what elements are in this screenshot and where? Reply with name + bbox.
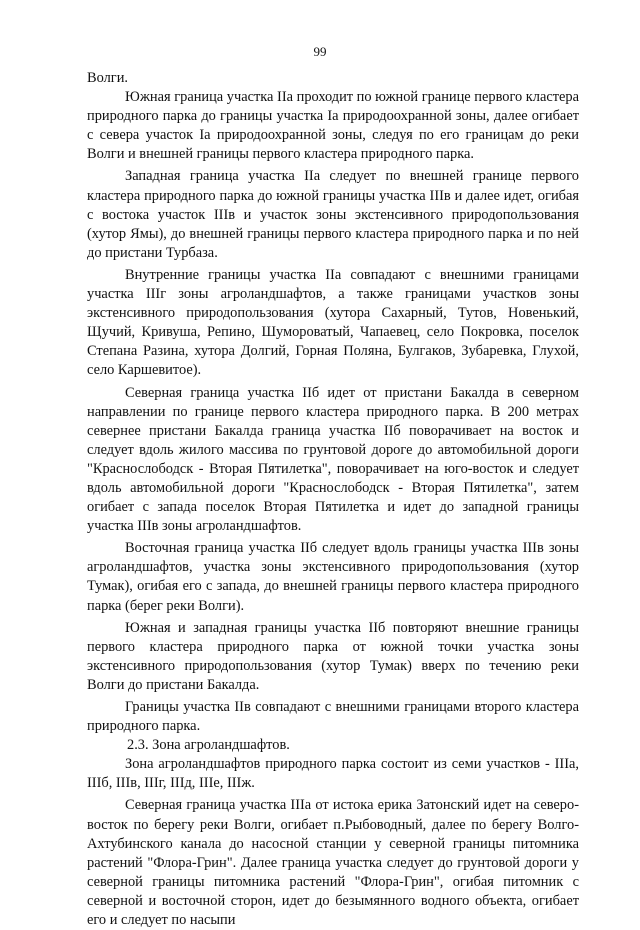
paragraph-west-boundary-iia: Западная граница участка IIа следует по внешней границе первого кластера природного парка до южной границы участка IIIв и далее идет, огибая с востока участок IIIв и участок зоны экстенсивного природопользования (хутор Ямы), до внешней границы первого кластера природного парка и по ней до пристани Турбаза.: [87, 168, 579, 261]
paragraph-east-boundary-iib: Восточная граница участка IIб следует вдоль границы участка IIIв зоны агроландшафтов, участка зоны экстенсивного природопользования (хутор Тумак), огибая его с запада, до внешней границы первого кластера природного парка (берег реки Волги).: [87, 540, 579, 614]
page-number: 99: [313, 44, 327, 59]
paragraph-north-boundary-iiia: Северная граница участка IIIа от истока ерика Затонский идет на северо-восток по берегу реки Волги, огибает п.Рыбоводный, далее по берегу Волго-Ахтубинского канала до насосной станции у северной границы питомника растений "Флора-Грин". Далее граница участка следует до грунтовой дороги у северной границы питомника растений "Флора-Грин", огибая питомник с северной и восточной сторон, идет до безымянного водного объекта, огибает его и следует по насыпи: [87, 797, 579, 929]
paragraph-south-west-boundary-iib: Южная и западная границы участка IIб повторяют внешние границы первого кластера природного парка от южной точки участка зоны экстенсивного природопользования (хутор Тумак) вверх по течению реки Волги до пристани Бакалда.: [87, 619, 579, 693]
paragraph-continuation: Волги.: [87, 70, 128, 86]
paragraph-inner-boundaries-iia: Внутренние границы участка IIа совпадают с внешними границами участка IIIг зоны агроландшафтов, а также границами участков зоны экстенсивного природопользования (хутора Сахарный, Тутов, Новенький, Щучий, Кривуша, Репино, Шумороватый, Чапаевец, село Покровка, поселок Степана Разина, хутора Долгий, Горная Поляна, Булгаков, Зубаревка, Глухой, село Каршевитое).: [87, 266, 579, 379]
section-heading-agrolandscapes: 2.3. Зона агроландшафтов.: [127, 737, 290, 754]
paragraph-boundaries-iiv: Границы участка IIв совпадают с внешними границами второго кластера природного парка.: [87, 699, 579, 735]
paragraph-agrolandscape-zone: Зона агроландшафтов природного парка состоит из семи участков - IIIа, IIIб, IIIв, IIIг, IIIд, IIIе, IIIж.: [87, 756, 579, 792]
body-text: [87, 69, 579, 930]
paragraph-south-boundary-iia: Южная граница участка IIа проходит по южной границе первого кластера природного парка до границы участка Iа природоохранной зоны, далее огибает с севера участок Iа природоохранной зоны, следуя по его границам до реки Волги и внешней границы первого кластера природного парка.: [87, 89, 579, 163]
paragraph-north-boundary-iib: Северная граница участка IIб идет от пристани Бакалда в северном направлении по границе первого кластера природного парка. В 200 метрах севернее пристани Бакалда граница участка IIб поворачивает на восток и следует вдоль жилого массива по грунтовой дороге до автомобильной дороги "Краснослободск - Вторая Пятилетка", поворачивает на юго-восток и следует вдоль автомобильной дороги "Краснослободск - Вторая Пятилетка", затем огибает с запада поселок Вторая Пятилетка и идет до западной границы участка IIIв зоны агроландшафтов.: [87, 384, 579, 535]
